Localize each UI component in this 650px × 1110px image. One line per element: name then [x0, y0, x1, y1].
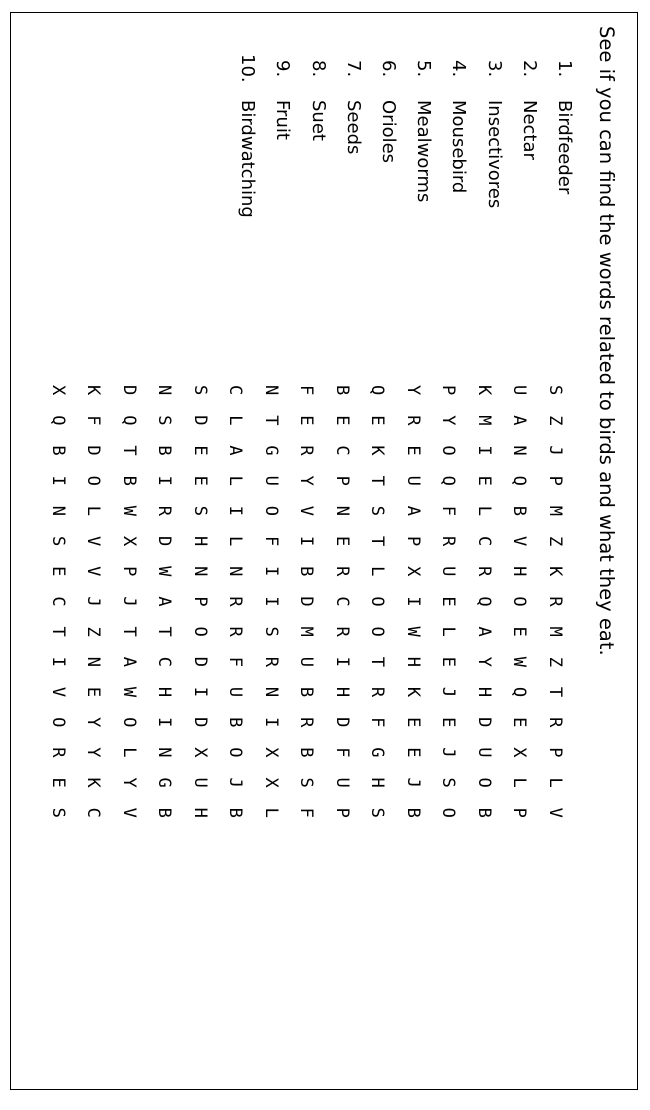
word-list-item	[476, 60, 511, 218]
grid-letter[interactable]: D	[83, 445, 104, 456]
grid-letter[interactable]: S	[438, 777, 459, 788]
grid-letter[interactable]: I	[261, 566, 281, 577]
grid-letter[interactable]: R	[545, 596, 565, 607]
grid-letter[interactable]: D	[332, 717, 352, 728]
grid-letter[interactable]: K	[83, 777, 104, 788]
grid-letter[interactable]: B	[225, 717, 246, 728]
grid-letter[interactable]: F	[367, 717, 388, 728]
grid-letter[interactable]: D	[296, 596, 317, 607]
grid-letter[interactable]: H	[190, 807, 210, 818]
grid-letter[interactable]: E	[83, 686, 104, 698]
grid-letter[interactable]: B	[225, 807, 246, 818]
grid-letter[interactable]: L	[225, 475, 246, 486]
grid-letter[interactable]: J	[545, 445, 565, 456]
grid-letter[interactable]: L	[545, 777, 565, 788]
grid-letter[interactable]: X	[509, 747, 530, 758]
grid-letter[interactable]: Q	[509, 475, 530, 486]
grid-letter[interactable]: V	[545, 807, 565, 818]
grid-letter[interactable]: W	[509, 656, 530, 667]
grid-letter[interactable]: A	[474, 626, 494, 637]
word-number: 10.	[237, 54, 259, 83]
grid-letter[interactable]: S	[545, 385, 565, 396]
grid-letter[interactable]: E	[48, 566, 68, 577]
grid-letter[interactable]: Y	[83, 747, 104, 758]
grid-letter[interactable]: U	[438, 566, 459, 577]
grid-letter[interactable]: F	[261, 535, 281, 547]
grid-letter[interactable]: Q	[48, 415, 68, 426]
grid-row	[501, 385, 537, 838]
word-text: Mealworms	[413, 100, 435, 203]
grid-letter[interactable]: I	[332, 656, 352, 667]
grid-letter[interactable]: D	[474, 717, 494, 728]
word-text: Insectivores	[483, 100, 505, 209]
grid-letter[interactable]: J	[119, 596, 139, 607]
grid-letter[interactable]: N	[48, 505, 68, 516]
grid-letter[interactable]: I	[48, 475, 68, 486]
word-number: 9.	[272, 60, 294, 78]
grid-letter[interactable]: F	[332, 747, 352, 758]
word-text: Orioles	[378, 100, 400, 164]
grid-letter[interactable]: E	[190, 475, 210, 486]
grid-letter[interactable]: I	[154, 717, 175, 728]
word-number: 3.	[483, 60, 505, 78]
grid-row	[253, 385, 289, 838]
grid-letter[interactable]: N	[154, 747, 175, 758]
grid-letter[interactable]: H	[403, 656, 423, 667]
grid-letter[interactable]: T	[367, 535, 388, 547]
grid-letter[interactable]: O	[474, 777, 494, 788]
grid-letter[interactable]: E	[332, 415, 352, 426]
grid-letter[interactable]: O	[190, 626, 210, 637]
grid-letter[interactable]: U	[509, 385, 530, 396]
grid-letter[interactable]: G	[154, 777, 175, 788]
word-list-item	[406, 60, 441, 218]
grid-letter[interactable]: I	[48, 656, 68, 667]
letter-grid	[40, 385, 573, 838]
grid-letter[interactable]: Y	[438, 415, 459, 426]
word-list-item	[547, 60, 582, 218]
grid-letter[interactable]: F	[83, 415, 104, 426]
grid-letter[interactable]: O	[119, 717, 139, 728]
grid-letter[interactable]: I	[296, 535, 317, 547]
grid-letter[interactable]: K	[545, 566, 565, 577]
grid-letter[interactable]: R	[296, 445, 317, 456]
word-list-item	[265, 60, 300, 218]
grid-letter[interactable]: B	[296, 566, 317, 577]
grid-letter[interactable]: N	[509, 445, 530, 456]
grid-letter[interactable]: I	[261, 717, 281, 728]
grid-letter[interactable]: J	[403, 777, 423, 788]
grid-letter[interactable]: S	[367, 505, 388, 516]
grid-letter[interactable]: L	[438, 626, 459, 637]
grid-letter[interactable]: Z	[545, 535, 565, 547]
word-text: Seeds	[342, 100, 364, 155]
grid-letter[interactable]: S	[296, 777, 317, 788]
grid-letter[interactable]: X	[48, 385, 68, 396]
grid-letter[interactable]: L	[474, 505, 494, 516]
grid-letter[interactable]: L	[261, 807, 281, 818]
grid-letter[interactable]: L	[509, 777, 530, 788]
grid-row	[359, 385, 395, 838]
grid-letter[interactable]: T	[119, 626, 139, 637]
grid-letter[interactable]: P	[403, 535, 423, 547]
grid-row	[395, 385, 431, 838]
grid-letter[interactable]: B	[296, 747, 317, 758]
grid-letter[interactable]: H	[367, 777, 388, 788]
grid-letter[interactable]: P	[332, 807, 352, 818]
grid-letter[interactable]: N	[190, 566, 210, 577]
grid-letter[interactable]: S	[190, 505, 210, 516]
grid-letter[interactable]: A	[225, 445, 246, 456]
grid-letter[interactable]: L	[367, 566, 388, 577]
grid-letter[interactable]: P	[332, 475, 352, 486]
grid-letter[interactable]: S	[48, 807, 68, 818]
grid-letter[interactable]: B	[296, 686, 317, 698]
grid-letter[interactable]: P	[509, 807, 530, 818]
grid-letter[interactable]: K	[83, 385, 104, 396]
grid-letter[interactable]: D	[154, 535, 175, 547]
grid-letter[interactable]: I	[403, 596, 423, 607]
grid-letter[interactable]: J	[83, 596, 104, 607]
grid-letter[interactable]: X	[190, 747, 210, 758]
grid-letter[interactable]: K	[367, 445, 388, 456]
grid-letter[interactable]: T	[48, 626, 68, 637]
grid-letter[interactable]: S	[48, 535, 68, 547]
word-number: 4.	[448, 60, 470, 78]
grid-letter[interactable]: X	[261, 747, 281, 758]
grid-letter[interactable]: Y	[403, 385, 423, 396]
word-number: 6.	[378, 60, 400, 78]
grid-letter[interactable]: Q	[367, 385, 388, 396]
grid-letter[interactable]: R	[261, 656, 281, 667]
grid-letter[interactable]: C	[48, 596, 68, 607]
grid-letter[interactable]: Q	[509, 686, 530, 698]
grid-letter[interactable]: I	[474, 445, 494, 456]
grid-letter[interactable]: Z	[545, 415, 565, 426]
grid-letter[interactable]: J	[438, 747, 459, 758]
grid-letter[interactable]: H	[474, 686, 494, 698]
grid-letter[interactable]: E	[438, 717, 459, 728]
grid-letter[interactable]: C	[154, 656, 175, 667]
grid-letter[interactable]: D	[119, 385, 139, 396]
grid-letter[interactable]: N	[332, 505, 352, 516]
grid-row	[111, 385, 147, 838]
word-list-item	[230, 54, 265, 218]
word-list-item	[336, 60, 371, 218]
grid-letter[interactable]: X	[119, 535, 139, 547]
grid-letter[interactable]: L	[119, 747, 139, 758]
grid-letter[interactable]: P	[438, 385, 459, 396]
grid-letter[interactable]: N	[154, 385, 175, 396]
grid-letter[interactable]: A	[154, 596, 175, 607]
grid-letter[interactable]: U	[190, 777, 210, 788]
grid-letter[interactable]: G	[261, 445, 281, 456]
grid-letter[interactable]: F	[438, 505, 459, 516]
grid-letter[interactable]: I	[225, 505, 246, 516]
grid-letter[interactable]: D	[190, 717, 210, 728]
word-number: 2.	[518, 60, 540, 78]
grid-letter[interactable]: V	[296, 505, 317, 516]
grid-letter[interactable]: O	[225, 747, 246, 758]
grid-letter[interactable]: Q	[119, 415, 139, 426]
word-text: Nectar	[518, 100, 540, 160]
word-text: Suet	[307, 100, 329, 141]
grid-letter[interactable]: H	[509, 566, 530, 577]
grid-letter[interactable]: S	[261, 626, 281, 637]
grid-letter[interactable]: N	[225, 566, 246, 577]
grid-letter[interactable]: V	[509, 535, 530, 547]
grid-letter[interactable]: M	[474, 415, 494, 426]
grid-letter[interactable]: P	[545, 475, 565, 486]
word-list	[230, 54, 582, 218]
grid-letter[interactable]: P	[190, 596, 210, 607]
grid-letter[interactable]: E	[296, 415, 317, 426]
grid-letter[interactable]: J	[225, 777, 246, 788]
grid-letter[interactable]: W	[154, 566, 175, 577]
grid-letter[interactable]: B	[474, 807, 494, 818]
word-number: 1.	[554, 60, 575, 78]
grid-letter[interactable]: A	[509, 415, 530, 426]
grid-letter[interactable]: K	[474, 385, 494, 396]
worksheet	[10, 0, 640, 1110]
grid-letter[interactable]: V	[83, 566, 104, 577]
grid-letter[interactable]: M	[545, 505, 565, 516]
grid-letter[interactable]: H	[332, 686, 352, 698]
grid-letter[interactable]: V	[119, 807, 139, 818]
grid-letter[interactable]: H	[154, 686, 175, 698]
grid-letter[interactable]: A	[119, 656, 139, 667]
grid-letter[interactable]: E	[438, 656, 459, 667]
grid-letter[interactable]: R	[225, 596, 246, 607]
grid-letter[interactable]: R	[332, 566, 352, 577]
grid-letter[interactable]: S	[367, 807, 388, 818]
word-number: 7.	[342, 60, 364, 78]
grid-letter[interactable]: E	[509, 626, 530, 637]
grid-letter[interactable]: W	[119, 686, 139, 698]
grid-row	[324, 385, 360, 838]
grid-letter[interactable]: E	[48, 777, 68, 788]
grid-row	[40, 385, 76, 838]
grid-letter[interactable]: B	[332, 385, 352, 396]
grid-letter[interactable]: R	[332, 626, 352, 637]
grid-letter[interactable]: C	[474, 535, 494, 547]
grid-letter[interactable]: U	[225, 686, 246, 698]
grid-letter[interactable]: U	[403, 475, 423, 486]
grid-letter[interactable]: B	[154, 807, 175, 818]
grid-letter[interactable]: R	[48, 747, 68, 758]
grid-letter[interactable]: T	[119, 445, 139, 456]
word-list-item	[512, 60, 547, 218]
word-list-item	[441, 60, 476, 218]
grid-letter[interactable]: O	[261, 505, 281, 516]
grid-letter[interactable]: U	[296, 656, 317, 667]
grid-letter[interactable]: W	[119, 505, 139, 516]
grid-letter[interactable]: D	[190, 656, 210, 667]
grid-letter[interactable]: M	[545, 626, 565, 637]
grid-letter[interactable]: F	[296, 385, 317, 396]
grid-letter[interactable]: E	[509, 717, 530, 728]
grid-letter[interactable]: W	[403, 626, 423, 637]
grid-letter[interactable]: F	[225, 656, 246, 667]
grid-letter[interactable]: F	[296, 807, 317, 818]
grid-letter[interactable]: P	[545, 747, 565, 758]
word-text: Mousebird	[448, 100, 470, 194]
grid-letter[interactable]: O	[48, 717, 68, 728]
grid-letter[interactable]: R	[296, 717, 317, 728]
grid-letter[interactable]: I	[261, 596, 281, 607]
word-number: 5.	[413, 60, 435, 78]
grid-letter[interactable]: C	[332, 596, 352, 607]
grid-letter[interactable]: T	[367, 656, 388, 667]
grid-letter[interactable]: Y	[119, 777, 139, 788]
grid-letter[interactable]: B	[154, 445, 175, 456]
grid-letter[interactable]: T	[545, 686, 565, 698]
instructions: See if you can find the words related to birds and what they eat.	[595, 26, 618, 656]
grid-letter[interactable]: N	[261, 385, 281, 396]
grid-row	[466, 385, 502, 838]
grid-letter[interactable]: O	[83, 475, 104, 486]
grid-letter[interactable]: N	[261, 686, 281, 698]
word-list-item	[301, 60, 336, 218]
grid-row	[146, 385, 182, 838]
grid-letter[interactable]: R	[367, 686, 388, 698]
grid-letter[interactable]: R	[474, 566, 494, 577]
word-text: Fruit	[272, 100, 294, 140]
grid-letter[interactable]: O	[438, 807, 459, 818]
grid-letter[interactable]: G	[367, 747, 388, 758]
grid-letter[interactable]: Y	[474, 656, 494, 667]
grid-letter[interactable]: J	[438, 686, 459, 698]
grid-row	[182, 385, 218, 838]
grid-letter[interactable]: N	[83, 656, 104, 667]
grid-letter[interactable]: L	[225, 535, 246, 547]
word-number: 8.	[307, 60, 329, 78]
grid-letter[interactable]: R	[403, 415, 423, 426]
word-text: Birdwatching	[237, 100, 259, 218]
grid-letter[interactable]: R	[545, 717, 565, 728]
grid-letter[interactable]: E	[438, 596, 459, 607]
grid-letter[interactable]: T	[261, 415, 281, 426]
grid-letter[interactable]: T	[154, 626, 175, 637]
grid-letter[interactable]: V	[48, 686, 68, 698]
grid-row	[288, 385, 324, 838]
grid-letter[interactable]: O	[509, 596, 530, 607]
grid-letter[interactable]: C	[225, 385, 246, 396]
grid-letter[interactable]: B	[119, 475, 139, 486]
grid-letter[interactable]: Z	[83, 626, 104, 637]
grid-letter[interactable]: V	[83, 535, 104, 547]
grid-row	[75, 385, 111, 838]
grid-letter[interactable]: H	[190, 535, 210, 547]
grid-letter[interactable]: O	[367, 626, 388, 637]
grid-letter[interactable]: D	[190, 415, 210, 426]
grid-letter[interactable]: P	[119, 566, 139, 577]
grid-letter[interactable]: E	[403, 445, 423, 456]
grid-letter[interactable]: L	[83, 505, 104, 516]
grid-row	[430, 385, 466, 838]
grid-letter[interactable]: X	[261, 777, 281, 788]
grid-letter[interactable]: B	[509, 505, 530, 516]
grid-letter[interactable]: C	[83, 807, 104, 818]
grid-letter[interactable]: S	[190, 385, 210, 396]
grid-letter[interactable]: E	[190, 445, 210, 456]
grid-letter[interactable]: K	[403, 686, 423, 698]
grid-letter[interactable]: Q	[474, 596, 494, 607]
grid-letter[interactable]: B	[403, 807, 423, 818]
grid-letter[interactable]: E	[403, 717, 423, 728]
grid-letter[interactable]: X	[403, 566, 423, 577]
grid-letter[interactable]: E	[332, 535, 352, 547]
grid-letter[interactable]: Q	[438, 475, 459, 486]
grid-letter[interactable]: Z	[545, 656, 565, 667]
grid-letter[interactable]: I	[154, 475, 175, 486]
grid-letter[interactable]: O	[438, 445, 459, 456]
grid-letter[interactable]: E	[403, 747, 423, 758]
word-text: Birdfeeder	[554, 100, 575, 195]
grid-letter[interactable]: S	[154, 415, 175, 426]
grid-letter[interactable]: U	[474, 747, 494, 758]
grid-letter[interactable]: B	[48, 445, 68, 456]
grid-row	[537, 385, 573, 838]
grid-letter[interactable]: C	[332, 445, 352, 456]
grid-letter[interactable]: R	[225, 626, 246, 637]
grid-letter[interactable]: U	[332, 777, 352, 788]
grid-letter[interactable]: Y	[83, 717, 104, 728]
grid-letter[interactable]: M	[296, 626, 317, 637]
grid-letter[interactable]: L	[225, 415, 246, 426]
grid-row	[217, 385, 253, 838]
grid-letter[interactable]: R	[154, 505, 175, 516]
grid-letter[interactable]: E	[367, 415, 388, 426]
grid-letter[interactable]: O	[367, 596, 388, 607]
grid-letter[interactable]: A	[403, 505, 423, 516]
grid-letter[interactable]: T	[367, 475, 388, 486]
grid-letter[interactable]: I	[190, 686, 210, 698]
word-list-item	[371, 60, 406, 218]
grid-letter[interactable]: R	[438, 535, 459, 547]
grid-letter[interactable]: Y	[296, 475, 317, 486]
grid-letter[interactable]: U	[261, 475, 281, 486]
grid-letter[interactable]: E	[474, 475, 494, 486]
